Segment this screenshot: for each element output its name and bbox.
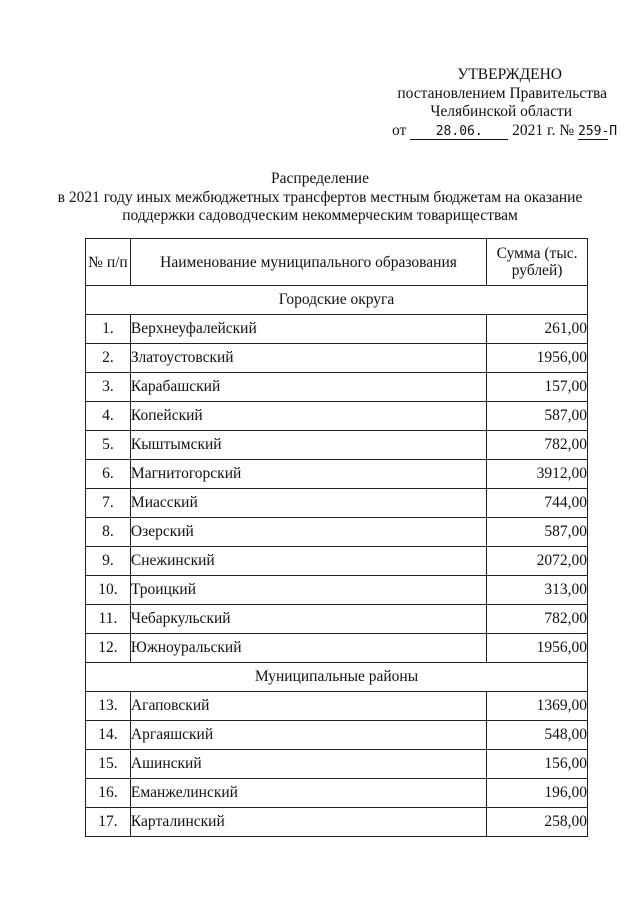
- approval-stamp: [348, 66, 618, 140]
- year-label: 2021 г. №: [512, 121, 575, 139]
- table-row: [86, 634, 588, 663]
- table-header-row: [86, 239, 588, 286]
- row-number: 6.: [86, 460, 131, 489]
- table-row: [86, 402, 588, 431]
- row-number: 10.: [86, 576, 131, 605]
- table-row: [86, 721, 588, 750]
- table-body: [86, 286, 588, 837]
- row-number: 9.: [86, 547, 131, 576]
- table-row: [86, 460, 588, 489]
- title-line-2: в 2021 году иных межбюджетных трансфертов местным бюджетам на оказание: [57, 188, 583, 206]
- amount: 261,00: [487, 315, 588, 344]
- municipality-name: Копейский: [130, 402, 486, 431]
- table-row: [86, 431, 588, 460]
- table-row: [86, 489, 588, 518]
- row-number: 8.: [86, 518, 131, 547]
- row-number: 16.: [86, 779, 131, 808]
- municipality-name: Троицкий: [130, 576, 486, 605]
- from-label: от: [392, 121, 407, 139]
- amount: 782,00: [487, 605, 588, 634]
- header-sum: Сумма (тыс. рублей): [487, 239, 588, 286]
- municipality-name: Карабашский: [130, 373, 486, 402]
- table-row: [86, 547, 588, 576]
- amount: 548,00: [487, 721, 588, 750]
- amount: 587,00: [487, 402, 588, 431]
- amount: 1369,00: [487, 692, 588, 721]
- amount: 3912,00: [487, 460, 588, 489]
- amount: 782,00: [487, 431, 588, 460]
- amount: 313,00: [487, 576, 588, 605]
- table-row: [86, 808, 588, 837]
- amount: 2072,00: [487, 547, 588, 576]
- table-row: [86, 692, 588, 721]
- municipality-name: Южноуральский: [130, 634, 486, 663]
- amount: 258,00: [487, 808, 588, 837]
- document-title: [40, 170, 600, 226]
- municipality-name: Миасский: [130, 489, 486, 518]
- row-number: 17.: [86, 808, 131, 837]
- table-row: [86, 576, 588, 605]
- approval-date-line: [348, 121, 618, 141]
- amount: 587,00: [487, 518, 588, 547]
- title-line-1: Распределение: [271, 170, 369, 187]
- municipality-name: Верхнеуфалейский: [130, 315, 486, 344]
- amount: 744,00: [487, 489, 588, 518]
- section-title: Муниципальные районы: [86, 663, 588, 692]
- municipality-name: Магнитогорский: [130, 460, 486, 489]
- header-name: Наименование муниципального образования: [130, 239, 486, 286]
- table-row: [86, 779, 588, 808]
- amount: 157,00: [487, 373, 588, 402]
- municipality-name: Златоустовский: [130, 344, 486, 373]
- amount: 156,00: [487, 750, 588, 779]
- row-number: 3.: [86, 373, 131, 402]
- row-number: 11.: [86, 605, 131, 634]
- section-row: [86, 286, 588, 315]
- municipality-name: Агаповский: [130, 692, 486, 721]
- approval-line-2: Челябинской области: [430, 103, 572, 120]
- table-row: [86, 373, 588, 402]
- row-number: 12.: [86, 634, 131, 663]
- title-line-3: поддержки садоводческим некоммерческим товариществам: [122, 207, 518, 224]
- table-row: [86, 315, 588, 344]
- approval-number: 259-П: [578, 123, 618, 139]
- approval-date: 28.06.: [410, 124, 508, 140]
- approval-line-1: постановлением Правительства: [397, 84, 607, 102]
- table-row: [86, 518, 588, 547]
- row-number: 1.: [86, 315, 131, 344]
- row-number: 13.: [86, 692, 131, 721]
- row-number: 4.: [86, 402, 131, 431]
- approval-title: УТВЕРЖДЕНО: [457, 66, 562, 83]
- municipality-name: Аргаяшский: [130, 721, 486, 750]
- row-number: 14.: [86, 721, 131, 750]
- municipality-name: Чебаркульский: [130, 605, 486, 634]
- municipality-name: Озерский: [130, 518, 486, 547]
- row-number: 15.: [86, 750, 131, 779]
- section-title: Городские округа: [86, 286, 588, 315]
- header-num: № п/п: [86, 239, 131, 286]
- row-number: 2.: [86, 344, 131, 373]
- amount: 1956,00: [487, 634, 588, 663]
- municipality-name: Ашинский: [130, 750, 486, 779]
- table-row: [86, 750, 588, 779]
- municipality-name: Еманжелинский: [130, 779, 486, 808]
- table-row: [86, 605, 588, 634]
- distribution-table: [85, 238, 588, 837]
- municipality-name: Кыштымский: [130, 431, 486, 460]
- amount: 1956,00: [487, 344, 588, 373]
- table-row: [86, 344, 588, 373]
- amount: 196,00: [487, 779, 588, 808]
- municipality-name: Карталинский: [130, 808, 486, 837]
- municipality-name: Снежинский: [130, 547, 486, 576]
- row-number: 7.: [86, 489, 131, 518]
- row-number: 5.: [86, 431, 131, 460]
- section-row: [86, 663, 588, 692]
